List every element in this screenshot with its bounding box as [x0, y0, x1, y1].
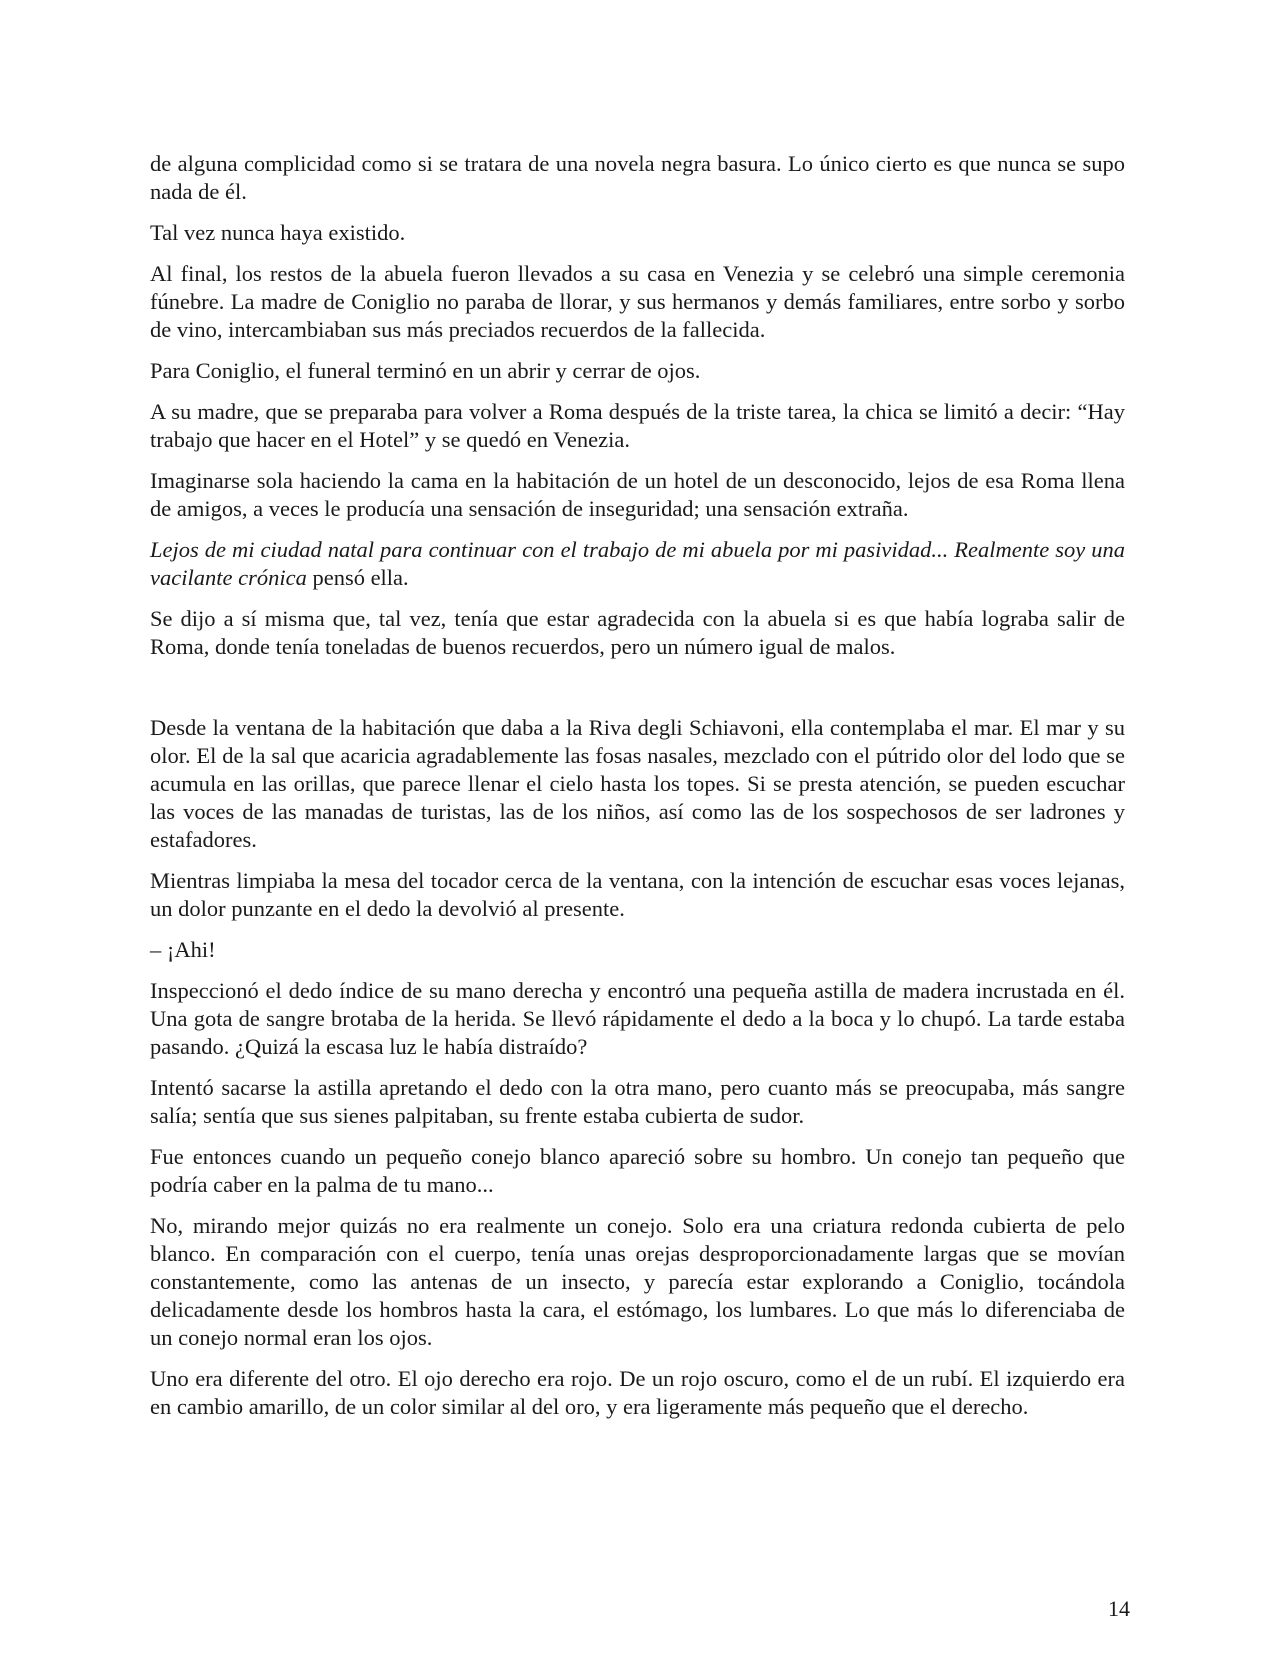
paragraph: Imaginarse sola haciendo la cama en la habitación de un hotel de un desconocido, lejos de esa Roma llena de amigos, a veces le producía una sensación de inseguridad; una sensación extraña. — [150, 468, 1125, 521]
paragraph: Desde la ventana de la habitación que daba a la Riva degli Schiavoni, ella contemplaba el mar. El mar y su olor. El de la sal que acaricia agradablemente las fosas nasales, mezclado con el pútrido olor del lodo que se acumula en las orillas, que parece llenar el cielo hasta los topes. Si se presta atención, se pueden escuchar las voces de las manadas de turistas, las de los niños, así como las de los sospechosos de ser ladrones y estafadores. — [150, 715, 1125, 852]
paragraph: No, mirando mejor quizás no era realmente un conejo. Solo era una criatura redonda cubierta de pelo blanco. En comparación con el cuerpo, tenía unas orejas desproporcionadamente largas que se movían constantemente, como las antenas de un insecto, y parecía estar explorando a Coniglio, tocándola delicadamente desde los hombros hasta la cara, el estómago, los lumbares. Lo que más lo diferenciaba de un conejo normal eran los ojos. — [150, 1213, 1125, 1350]
paragraph: A su madre, que se preparaba para volver a Roma después de la triste tarea, la chica se limitó a decir: “Hay trabajo que hacer en el Hotel” y se quedó en Venezia. — [150, 399, 1125, 452]
paragraph: Tal vez nunca haya existido. — [150, 220, 406, 245]
paragraph: Se dijo a sí misma que, tal vez, tenía que estar agradecida con la abuela si es que había lograba salir de Roma, donde tenía toneladas de buenos recuerdos, pero un número igual de malos. — [150, 606, 1125, 659]
paragraph: Al final, los restos de la abuela fueron llevados a su casa en Venezia y se celebró una simple ceremonia fúnebre. La madre de Coniglio no paraba de llorar, y sus hermanos y demás familiares, entre sorbo y sorbo de vino, intercambiaban sus más preciados recuerdos de la fallecida. — [150, 261, 1125, 342]
paragraph: Fue entonces cuando un pequeño conejo blanco apareció sobre su hombro. Un conejo tan pequeño que podría caber en la palma de tu mano... — [150, 1144, 1125, 1197]
paragraph: Inspeccionó el dedo índice de su mano derecha y encontró una pequeña astilla de madera incrustada en él. Una gota de sangre brotaba de la herida. Se llevó rápidamente el dedo a la boca y lo chupó. La tarde estaba pasando. ¿Quizá la escasa luz le había distraído? — [150, 978, 1125, 1059]
dialogue-line: – ¡Ahi! — [150, 937, 216, 962]
paragraph: Mientras limpiaba la mesa del tocador cerca de la ventana, con la intención de escuchar esas voces lejanas, un dolor punzante en el dedo la devolvió al presente. — [150, 868, 1125, 921]
paragraph: de alguna complicidad como si se tratara de una novela negra basura. Lo único cierto es que nunca se supo nada de él. — [150, 151, 1125, 204]
page-body — [150, 150, 1125, 1434]
paragraph: Uno era diferente del otro. El ojo derecho era rojo. De un rojo oscuro, como el de un rubí. El izquierdo era en cambio amarillo, de un color similar al del oro, y era ligeramente más pequeño que el derecho. — [150, 1366, 1125, 1419]
paragraph: Para Coniglio, el funeral terminó en un abrir y cerrar de ojos. — [150, 358, 701, 383]
section-break — [150, 674, 1125, 714]
italic-thought-paragraph — [150, 536, 1125, 592]
thought-attribution: pensó ella. — [306, 565, 409, 590]
page-number: 14 — [1108, 1596, 1130, 1621]
paragraph: Intentó sacarse la astilla apretando el dedo con la otra mano, pero cuanto más se preocupaba, más sangre salía; sentía que sus sienes palpitaban, su frente estaba cubierta de sudor. — [150, 1075, 1125, 1128]
italic-thought: Lejos de mi ciudad natal para continuar con el trabajo de mi abuela por mi pasividad... Realmente soy una vacilante crónica — [150, 537, 1125, 590]
